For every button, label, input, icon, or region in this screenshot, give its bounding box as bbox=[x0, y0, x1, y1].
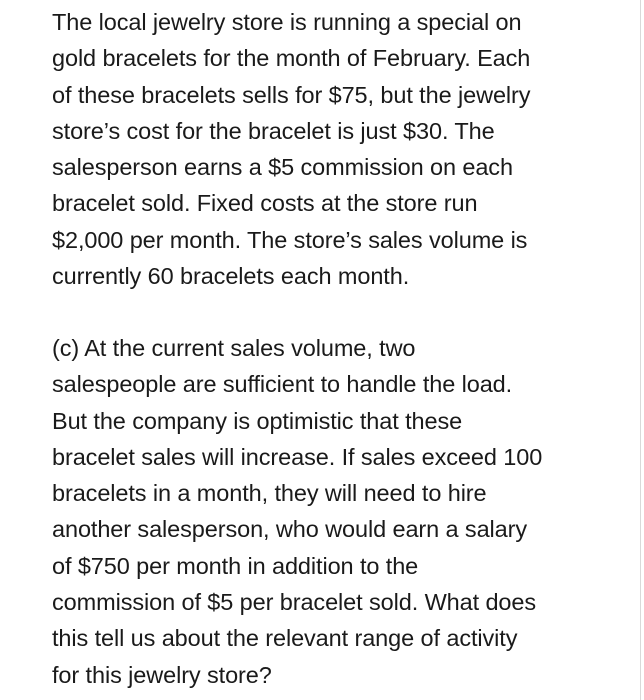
part-c-line: this tell us about the relevant range of activity bbox=[52, 625, 518, 652]
intro-line: $2,000 per month. The store’s sales volume is bbox=[52, 226, 528, 253]
intro-line: currently 60 bracelets each month. bbox=[52, 263, 410, 290]
intro-line: gold bracelets for the month of February. Each bbox=[52, 45, 531, 72]
part-c-line: salespeople are sufficient to handle the load. bbox=[52, 371, 513, 398]
intro-line: store’s cost for the bracelet is just $30. The bbox=[52, 117, 495, 144]
part-c-line: for this jewelry store? bbox=[52, 661, 272, 688]
intro-line: salesperson earns a $5 commission on each bbox=[52, 154, 513, 181]
part-c-line: bracelets in a month, they will need to hire bbox=[52, 480, 487, 507]
part-c-line: another salesperson, who would earn a salary bbox=[52, 516, 528, 543]
intro-line: bracelet sold. Fixed costs at the store run bbox=[52, 190, 478, 217]
part-c-line: bracelet sales will increase. If sales exceed 100 bbox=[52, 443, 543, 470]
part-c-line: commission of $5 per bracelet sold. What does bbox=[52, 589, 537, 616]
intro-line: The local jewelry store is running a special on bbox=[52, 9, 522, 35]
question-part-c-paragraph bbox=[52, 330, 622, 693]
part-c-line: of $750 per month in addition to the bbox=[52, 552, 419, 579]
intro-line: of these bracelets sells for $75, but the jewelry bbox=[52, 81, 531, 108]
page-edge-divider bbox=[640, 0, 641, 700]
problem-intro-paragraph bbox=[52, 4, 622, 294]
part-c-line: But the company is optimistic that these bbox=[52, 407, 463, 434]
part-c-line: (c) At the current sales volume, two bbox=[52, 335, 416, 361]
